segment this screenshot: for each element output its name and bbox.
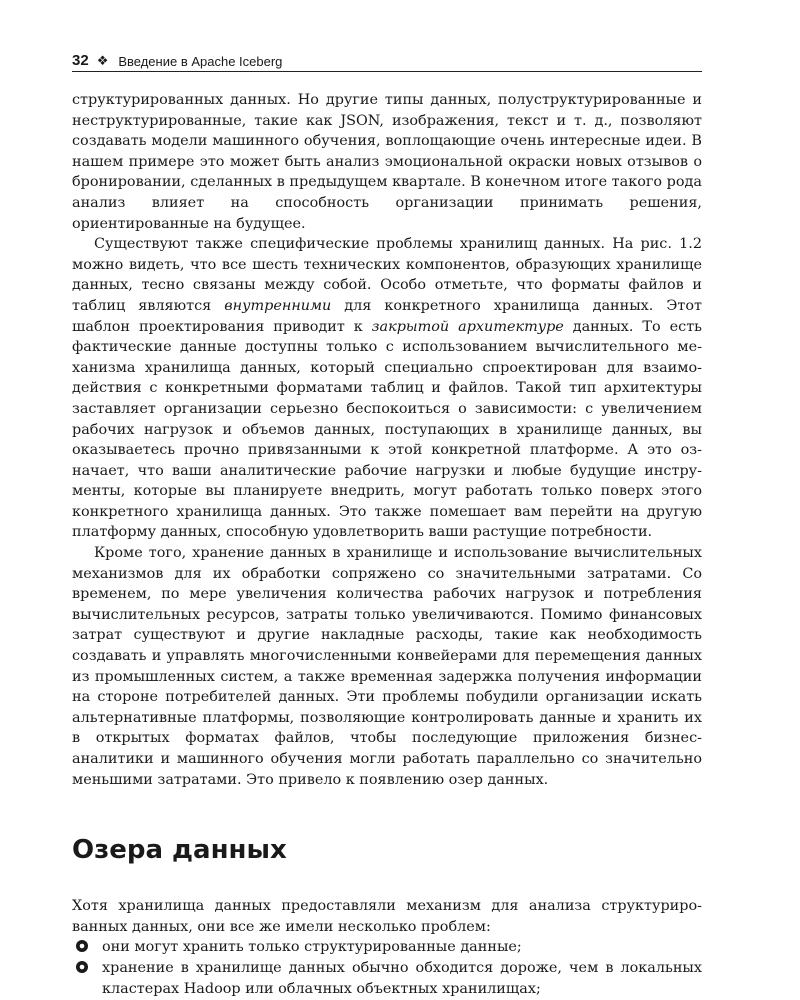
paragraph-text: данных. То есть фактические данные доступны только с использованием вычислительного механизма хранилища данных, который специально спроектирован для взаимодействия с конкретными форматами таблиц и файлов. Такой тип архитектуры заставляет организации серьезно беспокоиться о зависимости: с увеличением рабочих нагрузок и объемов данных, поступающих в хранилище данных, вы оказываетесь прочно привязанными к этой конкретной платформе. А это означает, что ваши аналитические рабочие нагрузки и любые будущие инструменты, которые вы планируете внедрить, могут работать только поверх этого конкретного хранилища данных. Это также помешает вам перейти на другую платформу данных, способную удовлетворить ваши растущие потребности. xyxy=(72,318,702,541)
problem-list xyxy=(72,937,702,999)
paragraph-text: Существуют также специфические проблемы хранилищ данных. На рис. 1.2 можно видеть, что все шесть технических компонентов, образующих хранилище данных, тесно связаны между собой. Особо отметьте, что форматы файлов и таблиц являются xyxy=(72,236,702,314)
paragraph-text: для конкретного хранилища данных. Этот шаблон проектирования приводит к xyxy=(72,297,702,335)
list-item-text: они могут хранить только структурированные данные; xyxy=(102,939,522,956)
list-item xyxy=(72,958,702,999)
circle-bullet-icon xyxy=(76,940,88,952)
paragraph-text: Кроме того, хранение данных в хранилище и использование вычислительных механизмов для их обработки сопряжено со значительными затратами. Со временем, по мере увеличения количества рабочих нагрузок и потребления вычислительных ресурсов, затраты только увеличиваются. Помимо финансовых затрат существуют и другие накладные расходы, такие как необходимость создавать и управлять многочисленными конвейерами для перемещения данных из промышленных систем, а также временная задержка получения информации на стороне потребителей данных. Эти проблемы побудили организации искать альтернативные платформы, позволяющие контролировать данные и хранить их в открытых форматах файлов, чтобы последующие приложения бизнес-аналитики и машинного обучения могли работать параллельно со значительно меньшими затратами. Это привело к появлению озер данных. xyxy=(72,545,702,788)
paragraph-3 xyxy=(72,543,702,790)
paragraph-text: структурированных данных. Но другие типы данных, полуструктурированные и неструктурированные, такие как JSON, изображения, текст и т. д., позволяют создавать модели машинного обучения, воплощающие очень интересные идеи. В нашем примере это может быть анализ эмоциональной окраски новых отзывов о бронировании, сделанных в предыдущем квартале. В конечном итоге такого рода анализ влияет на способность организации принимать решения, ориентированные на будущее. xyxy=(72,92,702,232)
book-title: Введение в Apache Iceberg xyxy=(118,54,283,69)
paragraph-2 xyxy=(72,234,702,543)
section-heading: Озера данных xyxy=(72,835,287,866)
section-intro: Хотя хранилища данных предоставляли механизм для анализа структурированных данных, они все же имели несколько проблем: xyxy=(72,898,702,935)
circle-bullet-icon xyxy=(76,961,88,973)
page-body xyxy=(72,90,702,999)
list-item-text: хранение в хранилище данных обычно обходится дороже, чем в локальных кластерах Hadoop или облачных объектных хранилищах; xyxy=(102,959,702,997)
paragraph-1 xyxy=(72,90,702,234)
running-header xyxy=(72,50,702,72)
emphasis-closed-architecture: закрытой архитектуре xyxy=(371,318,564,335)
emphasis-internal: внутренними xyxy=(224,297,332,314)
ornament-icon: ❖ xyxy=(96,53,109,68)
list-item xyxy=(72,937,702,958)
page-number: 32 xyxy=(72,52,89,69)
